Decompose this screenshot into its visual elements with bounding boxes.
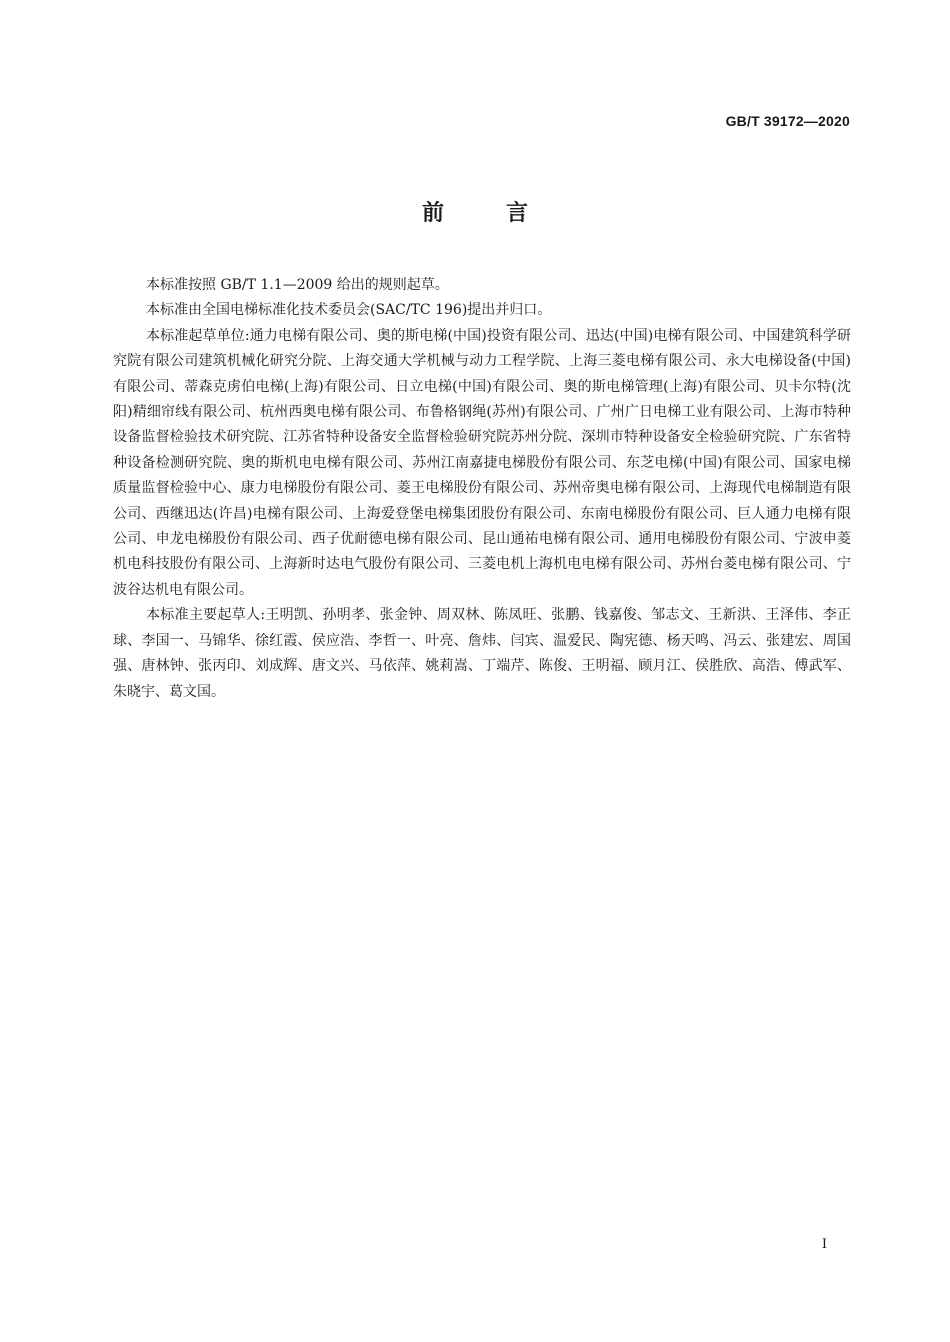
paragraph-drafters: 本标准主要起草人:王明凯、孙明孝、张金钟、周双林、陈凤旺、张鹏、钱嘉俊、邹志文、王新洪、王泽伟、李正球、李国一、马锦华、徐红霞、侯应浩、李哲一、叶亮、詹炜、闫宾、温爱民、陶宪德、杨天鸣、冯云、张建宏、周国强、唐林钟、张丙印、刘成辉、唐文兴、马依萍、姚莉嵩、丁端芹、陈俊、王明福、顾月江、侯胜欣、高浩、傅武军、朱晓宇、葛文国。: [113, 607, 851, 700]
foreword-body: [113, 273, 851, 705]
page-number: I: [821, 1237, 827, 1252]
page-title: 前言: [421, 201, 590, 226]
paragraph-drafting-units: 本标准起草单位:通力电梯有限公司、奥的斯电梯(中国)投资有限公司、迅达(中国)电梯有限公司、中国建筑科学研究院有限公司建筑机械化研究分院、上海交通大学机械与动力工程学院、上海三菱电梯有限公司、永大电梯设备(中国)有限公司、蒂森克虏伯电梯(上海)有限公司、日立电梯(中国)有限公司、奥的斯电梯管理(上海)有限公司、贝卡尔特(沈阳)精细帘线有限公司、杭州西奥电梯有限公司、布鲁格钢绳(苏州)有限公司、广州广日电梯工业有限公司、上海市特种设备监督检验技术研究院、江苏省特种设备安全监督检验研究院苏州分院、深圳市特种设备安全检验研究院、广东省特种设备检测研究院、奥的斯机电电梯有限公司、苏州江南嘉捷电梯股份有限公司、东芝电梯(中国)有限公司、国家电梯质量监督检验中心、康力电梯股份有限公司、菱王电梯股份有限公司、苏州帝奥电梯有限公司、上海现代电梯制造有限公司、西继迅达(许昌)电梯有限公司、上海爱登堡电梯集团股份有限公司、东南电梯股份有限公司、巨人通力电梯有限公司、申龙电梯股份有限公司、西子优耐德电梯有限公司、昆山通祐电梯有限公司、通用电梯股份有限公司、宁波申菱机电科技股份有限公司、上海新时达电气股份有限公司、三菱电机上海机电电梯有限公司、苏州台菱电梯有限公司、宁波谷达机电有限公司。: [113, 327, 851, 598]
paragraph-proposer: 本标准由全国电梯标准化技术委员会(SAC/TC 196)提出并归口。: [146, 302, 552, 319]
standard-number: GB/T 39172—2020: [725, 113, 850, 129]
paragraph-drafting-rules: 本标准按照 GB/T 1.1—2009 给出的规则起草。: [146, 277, 449, 293]
